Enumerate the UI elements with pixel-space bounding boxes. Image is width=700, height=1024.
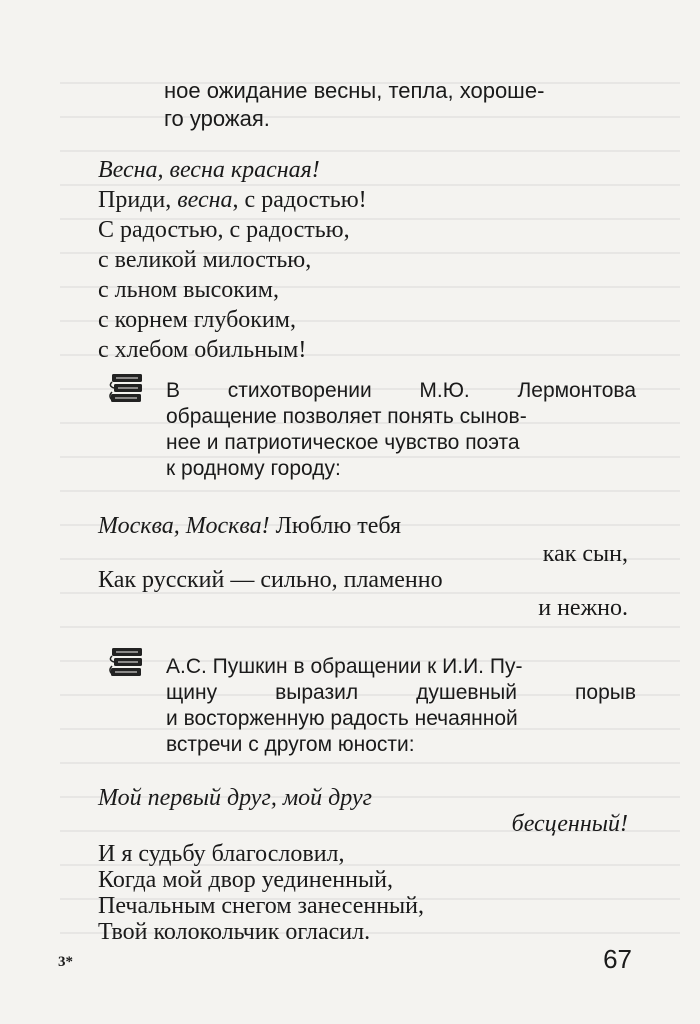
poem2-line-1-rest: Люблю тебя xyxy=(269,513,402,539)
poem3-line-6: Твой колокольчик огласил. xyxy=(98,919,371,945)
poem1-line-7: с хлебом обильным! xyxy=(98,337,307,363)
para2-line-3: и восторженную радость нечаянной xyxy=(166,707,518,730)
para2-word: щину xyxy=(166,681,218,704)
signature-mark: 3* xyxy=(58,954,73,970)
poem3-line-4: Когда мой двор уединенный, xyxy=(98,867,393,893)
para2-line-2 xyxy=(166,682,636,703)
poem3-line-3: И я судьбу благословил, xyxy=(98,841,345,867)
para1-line-1 xyxy=(166,380,636,401)
poem3-line-2 xyxy=(512,812,628,836)
intro-line-1: ное ожидание весны, тепла, хороше- xyxy=(164,78,545,103)
books-icon xyxy=(108,368,148,408)
books-icon xyxy=(108,642,148,682)
para2-line-1: А.С. Пушкин в обращении к И.И. Пу- xyxy=(166,655,523,678)
poem3-line-5: Печальным снегом занесенный, xyxy=(98,893,425,919)
poem1-line-2-post: , с радостью! xyxy=(232,187,367,213)
poem2-line-1 xyxy=(98,514,401,538)
poem3-line-1-text: Мой первый друг, мой друг xyxy=(98,785,372,811)
para2-word: порыв xyxy=(575,681,636,704)
intro-line-2: го урожая. xyxy=(164,106,270,131)
poem2-line-4: и нежно. xyxy=(538,595,628,621)
poem2-line-2: как сын, xyxy=(542,541,628,567)
poem1-line-1-text: Весна, весна красная! xyxy=(98,157,320,183)
page-number: 67 xyxy=(603,944,632,974)
poem1-line-3: С радостью, с радостью, xyxy=(98,217,350,243)
poem1-line-6: с корнем глубоким, xyxy=(98,307,296,333)
poem1-line-4: с великой милостью, xyxy=(98,247,312,273)
poem3-line-1 xyxy=(98,786,372,810)
para1-word: М.Ю. xyxy=(419,379,470,402)
para1-word: Лермонтова xyxy=(517,379,636,402)
poem1-line-1 xyxy=(98,158,320,182)
para2-word: душевный xyxy=(416,681,517,704)
para1-word: стихотворении xyxy=(227,379,372,402)
poem1-line-2-italic: весна xyxy=(177,187,233,213)
poem1-line-2-pre: Приди, xyxy=(98,187,178,213)
poem2-line-3: Как русский — сильно, пламенно xyxy=(98,567,443,593)
para2-word: выразил xyxy=(275,681,359,704)
para1-word: В xyxy=(166,379,181,402)
para1-line-2: обращение позволяет понять сынов- xyxy=(166,405,527,428)
poem3-line-2-text: бесценный! xyxy=(511,811,628,837)
para1-line-3: нее и патриотическое чувство поэта xyxy=(166,431,520,454)
para1-line-4: к родному городу: xyxy=(166,457,341,480)
para2-line-4: встречи с другом юности: xyxy=(166,733,415,756)
poem1-line-5: с льном высоким, xyxy=(98,277,279,303)
poem1-line-2 xyxy=(98,188,367,212)
poem2-line-1-italic: Москва, Москва! xyxy=(98,513,270,539)
